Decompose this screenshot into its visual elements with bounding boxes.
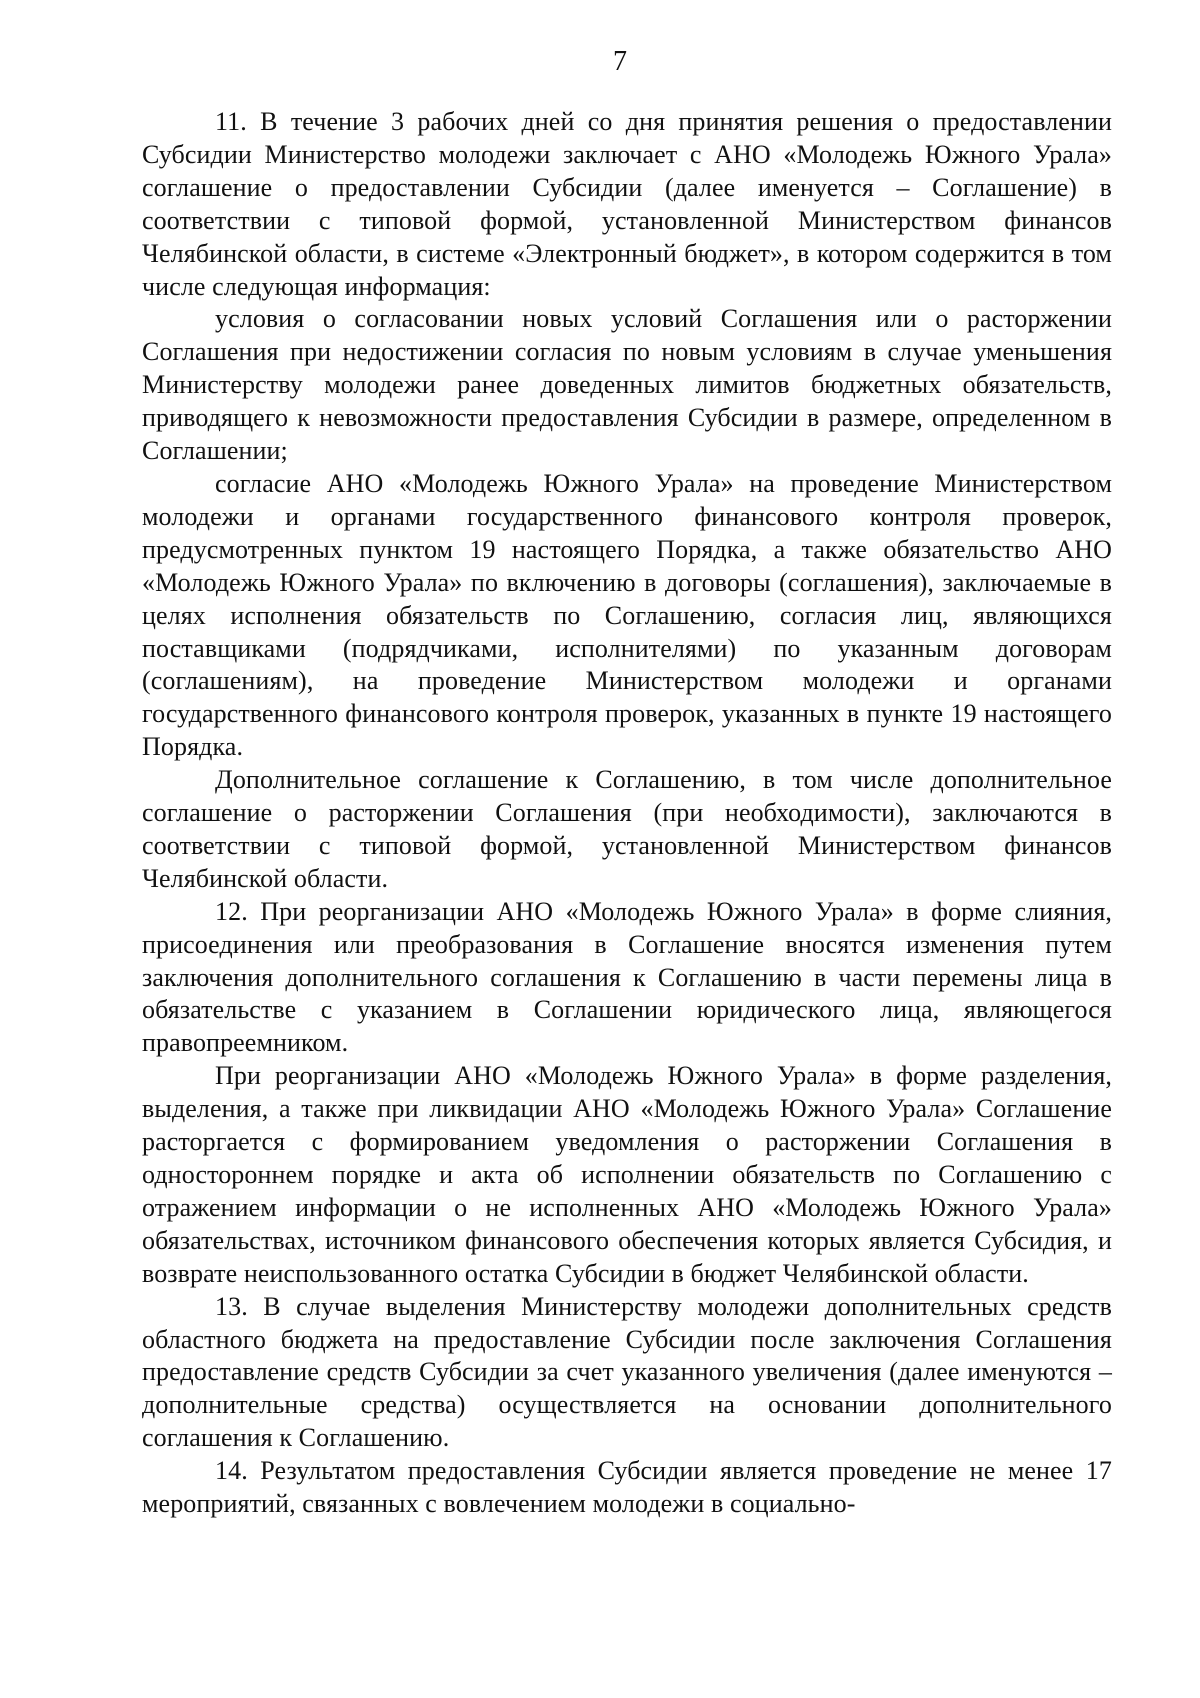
- paragraph-consent: согласие АНО «Молодежь Южного Урала» на проведение Министерством молодежи и органами государственного финансового контроля проверок, предусмотренных пунктом 19 настоящего Порядка, а также обязательство АНО «Молодежь Южного Урала» по включению в договоры (соглашения), заключаемые в целях исполнения обязательств по Соглашению, согласия лиц, являющихся поставщиками (подрядчиками, исполнителями) по указанным договорам (соглашениям), на проведение Министерством молодежи и органами государственного финансового контроля проверок, указанных в пункте 19 настоящего Порядка.: [142, 468, 1112, 762]
- paragraph-conditions: условия о согласовании новых условий Соглашения или о расторжении Соглашения при недостижении согласия по новым условиям в случае уменьшения Министерству молодежи ранее доведенных лимитов бюджетных обязательств, приводящего к невозможности предоставления Субсидии в размере, определенном в Соглашении;: [142, 304, 1112, 466]
- paragraph-14: 14. Результатом предоставления Субсидии является проведение не менее 17 мероприятий, связанных с вовлечением молодежи в социально-: [142, 1456, 1112, 1519]
- paragraph-13: 13. В случае выделения Министерству молодежи дополнительных средств областного бюджета на предоставление Субсидии после заключения Соглашения предоставление средств Субсидии за счет указанного увеличения (далее именуются – дополнительные средства) осуществляется на основании дополнительного соглашения к Соглашению.: [142, 1291, 1112, 1453]
- paragraph-reorganization: При реорганизации АНО «Молодежь Южного Урала» в форме разделения, выделения, а также при ликвидации АНО «Молодежь Южного Урала» Соглашение расторгается с формированием уведомления о расторжении Соглашения в одностороннем порядке и акта об исполнении обязательств по Соглашению с отражением информации о не исполненных АНО «Молодежь Южного Урала» обязательствах, источником финансового обеспечения которых является Субсидия, и возврате неиспользованного остатка Субсидии в бюджет Челябинской области.: [142, 1061, 1112, 1288]
- paragraph-11: 11. В течение 3 рабочих дней со дня принятия решения о предоставлении Субсидии Министерство молодежи заключает с АНО «Молодежь Южного Урала» соглашение о предоставлении Субсидии (далее именуется – Соглашение) в соответствии с типовой формой, установленной Министерством финансов Челябинской области, в системе «Электронный бюджет», в котором содержится в том числе следующая информация:: [142, 107, 1112, 301]
- page-number: 7: [613, 46, 627, 77]
- document-body: [142, 106, 1112, 1521]
- paragraph-12: 12. При реорганизации АНО «Молодежь Южного Урала» в форме слияния, присоединения или преобразования в Соглашение вносятся изменения путем заключения дополнительного соглашения к Соглашению в части перемены лица в обязательстве с указанием в Соглашении юридического лица, являющегося правопреемником.: [142, 896, 1112, 1058]
- paragraph-additional-agreement: Дополнительное соглашение к Соглашению, в том числе дополнительное соглашение о расторжении Соглашения (при необходимости), заключаются в соответствии с типовой формой, установленной Министерством финансов Челябинской области.: [142, 765, 1112, 893]
